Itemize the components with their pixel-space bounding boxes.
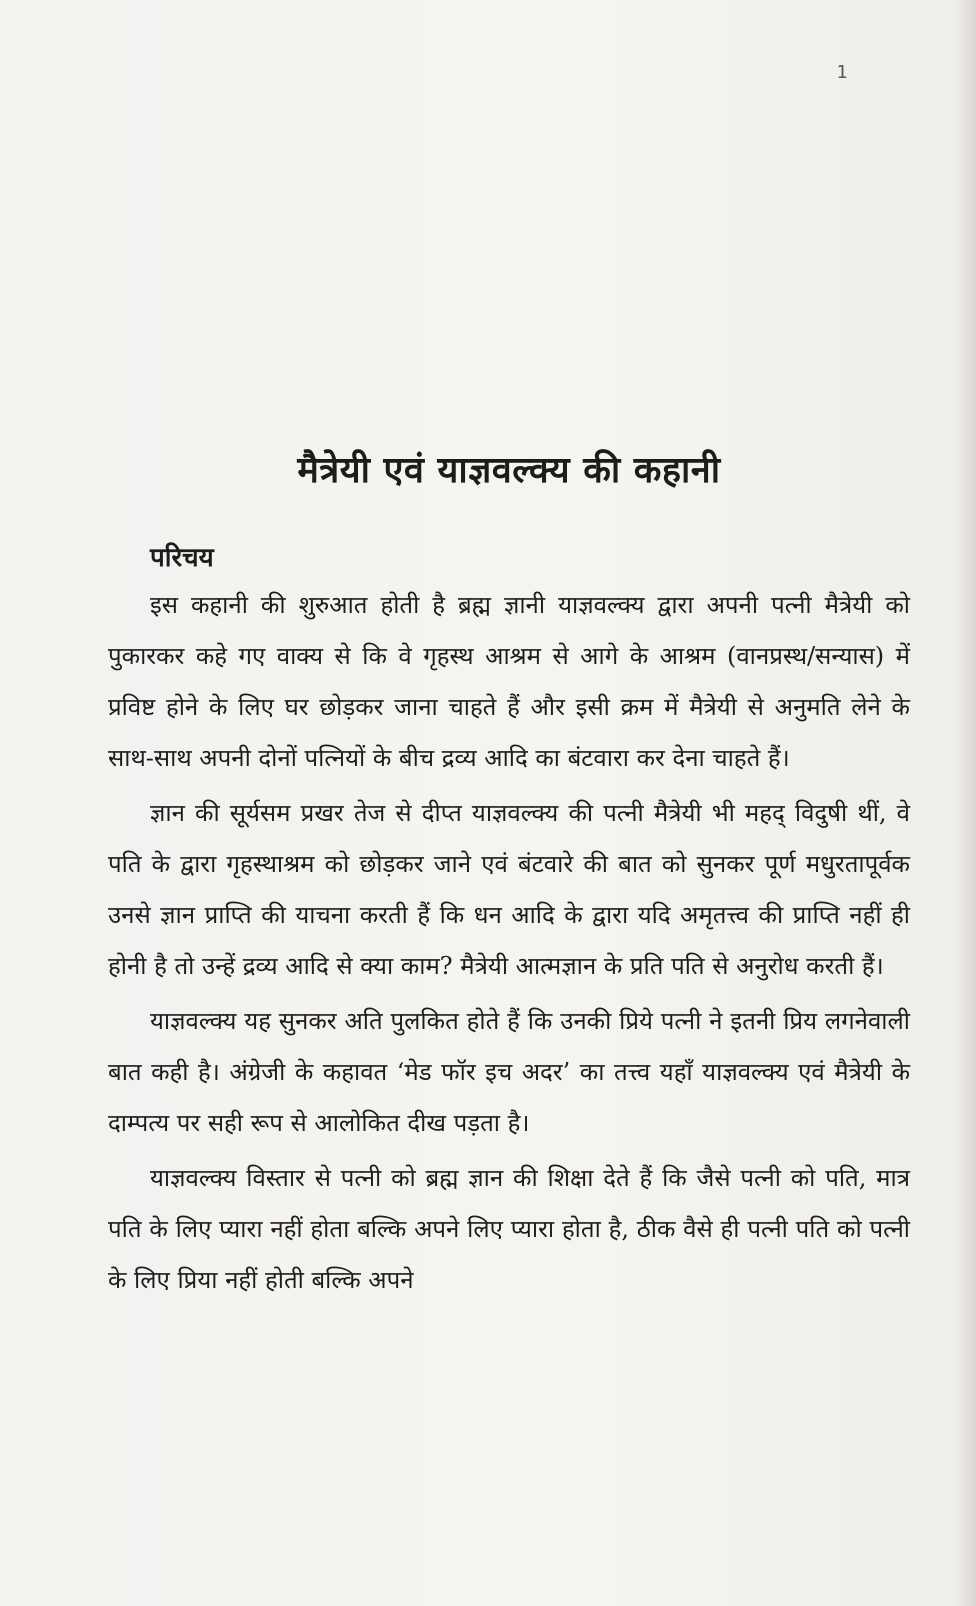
story-title: मैत्रेयी एवं याज्ञवल्क्य की कहानी [297, 449, 721, 491]
page-edge-shadow [954, 0, 976, 1606]
paragraph-4: याज्ञवल्क्य विस्तार से पत्नी को ब्रह्म ज्ञान की शिक्षा देते हैं कि जैसे पत्नी को पति, मात्र पति के लिए प्यारा नहीं होता बल्कि अपने लिए प्यारा होता है, ठीक वैसे ही पत्नी पति को पत्नी के लिए प्रिया नहीं होती बल्कि अपने [108, 1164, 910, 1294]
paragraph-1: इस कहानी की शुरुआत होती है ब्रह्म ज्ञानी याज्ञवल्क्य द्वारा अपनी पत्नी मैत्रेयी को पुकारकर कहे गए वाक्य से कि वे गृहस्थ आश्रम से आगे के आश्रम (वानप्रस्थ/सन्यास) में प्रविष्ट होने के लिए घर छोड़कर जाना चाहते हैं और इसी क्रम में मैत्रेयी से अनुमति लेने के साथ-साथ अपनी दोनों पत्नियों के बीच द्रव्य आदि का बंटवारा कर देना चाहते हैं। [108, 591, 910, 772]
paragraph-2: ज्ञान की सूर्यसम प्रखर तेज से दीप्त याज्ञवल्क्य की पत्नी मैत्रेयी भी महद् विदुषी थीं, वे पति के द्वारा गृहस्थाश्रम को छोड़कर जाने एवं बंटवारे की बात को सुनकर पूर्ण मधुरतापूर्वक उनसे ज्ञान प्राप्ति की याचना करती हैं कि धन आदि के द्वारा यदि अमृतत्त्व की प्राप्ति नहीं ही होनी है तो उन्हें द्रव्य आदि से क्या काम? मैत्रेयी आत्मज्ञान के प्रति पति से अनुरोध करती हैं। [108, 799, 910, 980]
page-mark: 1 [836, 62, 848, 83]
section-heading: परिचय [150, 543, 214, 573]
page-content [108, 440, 910, 1310]
paragraph-3: याज्ञवल्क्य यह सुनकर अति पुलकित होते हैं कि उनकी प्रिये पत्नी ने इतनी प्रिय लगनेवाली बात कही है। अंग्रेजी के कहावत ‘मेड फॉर इच अदर’ का तत्त्व यहाँ याज्ञवल्क्य एवं मैत्रेयी के दाम्पत्य पर सही रूप से आलोकित दीख पड़ता है। [108, 1007, 910, 1137]
